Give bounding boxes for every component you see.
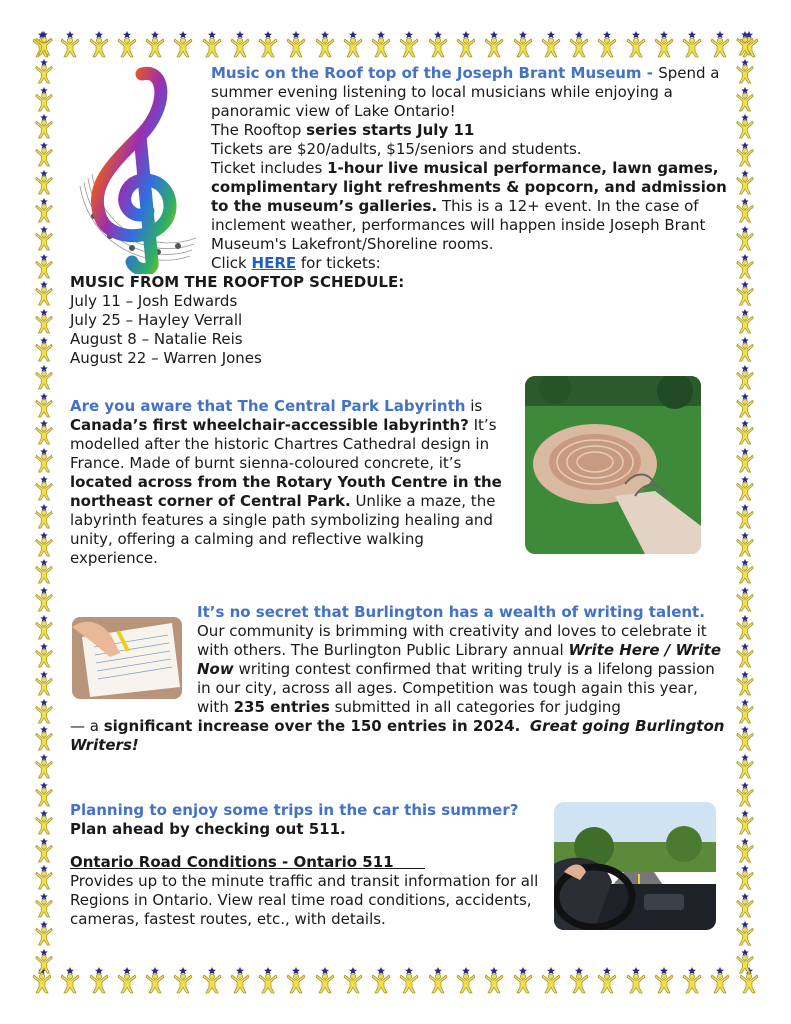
star-person-icon [32, 280, 56, 306]
star-person-icon [733, 392, 757, 418]
star-person-icon [733, 614, 757, 640]
star-person-icon [32, 670, 56, 696]
star-person-icon [511, 966, 535, 994]
star-person-icon [115, 30, 139, 58]
car-dashboard-photo [554, 802, 716, 930]
star-person-icon [733, 447, 757, 473]
schedule-title: MUSIC FROM THE ROOFTOP SCHEDULE: [70, 273, 405, 291]
star-person-icon [32, 614, 56, 640]
star-person-icon [733, 642, 757, 668]
star-person-icon [733, 336, 757, 362]
star-person-icon [733, 86, 757, 112]
star-person-icon [595, 966, 619, 994]
writing-section [197, 603, 732, 717]
star-person-icon [200, 966, 224, 994]
star-person-icon [652, 966, 676, 994]
writing-continued [70, 717, 735, 755]
music-intro: Spend a summer evening listening to local musicians while enjoying a panoramic view of Lake Ontario! [211, 64, 720, 120]
labyrinth-title: Are you aware that The Central Park Labyrinth [70, 397, 466, 415]
schedule [70, 273, 470, 368]
writing-dash: — a [70, 717, 104, 735]
star-person-icon [733, 419, 757, 445]
star-person-icon [733, 809, 757, 835]
star-person-icon [708, 966, 732, 994]
star-person-icon [733, 892, 757, 918]
star-person-icon [624, 30, 648, 58]
star-person-icon [32, 364, 56, 390]
star-person-icon [733, 781, 757, 807]
star-person-icon [32, 920, 56, 946]
writing-increase: significant increase over the 150 entries in 2024. [103, 717, 521, 735]
star-person-icon [482, 966, 506, 994]
includes-suffix: This is a 12+ event. In the case of inclement weather, performances will happen inside Joseph Brant Museum's Lakefront/Shoreline rooms. [211, 197, 706, 253]
tickets-link[interactable]: HERE [251, 254, 297, 272]
roads-body: Provides up to the minute traffic and transit information for all Regions in Ontario. View real time road conditions, accidents, cameras, fastest routes, etc., with details. [70, 872, 539, 928]
star-person-icon [539, 30, 563, 58]
rooftop-start: series starts July 11 [306, 121, 475, 139]
star-person-icon [32, 642, 56, 668]
star-person-icon [58, 30, 82, 58]
contest-name: Write Here / Write Now [197, 641, 721, 678]
schedule-item: August 8 – Natalie Reis [70, 330, 243, 348]
star-person-icon [482, 30, 506, 58]
star-person-icon [708, 30, 732, 58]
star-person-icon [733, 837, 757, 863]
star-person-icon [454, 966, 478, 994]
roads-subtitle: Plan ahead by checking out 511. [70, 820, 346, 838]
star-person-icon [32, 837, 56, 863]
star-person-icon [733, 253, 757, 279]
star-person-icon [143, 30, 167, 58]
star-person-icon [32, 253, 56, 279]
star-person-icon [369, 966, 393, 994]
ticket-prices: Tickets are $20/adults, $15/seniors and students. [211, 140, 582, 158]
star-person-icon [733, 586, 757, 612]
star-person-icon [733, 197, 757, 223]
bottom-border [30, 966, 761, 996]
star-person-icon [32, 392, 56, 418]
star-person-icon [32, 864, 56, 890]
labyrinth-text2: Unlike a maze, the labyrinth features a single path symbolizing healing and unity, offering a calming and reflective walking experience. [70, 492, 496, 567]
star-person-icon [171, 966, 195, 994]
star-person-icon [32, 948, 56, 974]
star-person-icon [87, 30, 111, 58]
star-person-icon [733, 308, 757, 334]
star-person-icon [32, 475, 56, 501]
star-person-icon [426, 966, 450, 994]
star-person-icon [32, 503, 56, 529]
star-person-icon [32, 58, 56, 84]
writing-photo [72, 617, 182, 699]
roads-heading: Ontario Road Conditions - Ontario 511 [70, 853, 394, 871]
star-person-icon [341, 30, 365, 58]
star-person-icon [228, 966, 252, 994]
star-person-icon [426, 30, 450, 58]
top-border [30, 30, 761, 60]
click-suffix: for tickets: [296, 254, 381, 272]
roads-title: Planning to enjoy some trips in the car this summer? [70, 801, 519, 819]
star-person-icon [539, 966, 563, 994]
star-person-icon [32, 781, 56, 807]
star-person-icon [32, 558, 56, 584]
writing-title: It’s no secret that Burlington has a wealth of writing talent. [197, 603, 705, 621]
music-title: Music on the Roof top of the Joseph Brant Museum - [211, 64, 659, 82]
labyrinth-section [70, 397, 510, 568]
includes-prefix: Ticket includes [211, 159, 328, 177]
star-person-icon [733, 58, 757, 84]
star-person-icon [733, 753, 757, 779]
star-person-icon [567, 966, 591, 994]
star-person-icon [733, 30, 757, 56]
star-person-icon [32, 809, 56, 835]
star-person-icon [313, 30, 337, 58]
writing-text2: writing contest confirmed that writing truly is a lifelong passion in our city, across all ages. Competition was tough again this year, with [197, 660, 715, 716]
star-person-icon [32, 586, 56, 612]
star-person-icon [284, 30, 308, 58]
star-person-icon [32, 197, 56, 223]
star-person-icon [58, 966, 82, 994]
star-person-icon [32, 419, 56, 445]
star-person-icon [733, 113, 757, 139]
star-person-icon [733, 531, 757, 557]
star-person-icon [284, 966, 308, 994]
star-person-icon [143, 966, 167, 994]
star-person-icon [313, 966, 337, 994]
star-person-icon [32, 531, 56, 557]
star-person-icon [341, 966, 365, 994]
star-person-icon [115, 966, 139, 994]
star-person-icon [733, 503, 757, 529]
star-person-icon [733, 558, 757, 584]
star-person-icon [32, 30, 56, 56]
star-person-icon [32, 698, 56, 724]
star-person-icon [733, 169, 757, 195]
rooftop-prefix: The Rooftop [211, 121, 307, 139]
star-person-icon [256, 966, 280, 994]
music-section [211, 64, 731, 273]
star-person-icon [369, 30, 393, 58]
star-person-icon [200, 30, 224, 58]
star-person-icon [32, 892, 56, 918]
includes-bold: 1-hour live musical performance, lawn games, complimentary light refreshments & popcorn, and admission to the museum’s galleries. [211, 159, 727, 215]
star-person-icon [733, 725, 757, 751]
click-prefix: Click [211, 254, 252, 272]
star-person-icon [733, 141, 757, 167]
star-person-icon [32, 725, 56, 751]
star-person-icon [511, 30, 535, 58]
star-person-icon [733, 225, 757, 251]
star-person-icon [87, 966, 111, 994]
star-person-icon [733, 670, 757, 696]
labyrinth-photo [525, 376, 701, 554]
star-person-icon [733, 864, 757, 890]
labyrinth-bold1: Canada’s first wheelchair-accessible labyrinth? [70, 416, 469, 434]
star-person-icon [733, 948, 757, 974]
left-border [32, 30, 58, 974]
star-person-icon [733, 475, 757, 501]
star-person-icon [171, 30, 195, 58]
star-person-icon [397, 966, 421, 994]
writing-text3: submitted in all categories for judging [329, 698, 621, 716]
entries-count: 235 entries [233, 698, 330, 716]
schedule-item: July 11 – Josh Edwards [70, 292, 238, 310]
star-person-icon [228, 30, 252, 58]
star-person-icon [32, 169, 56, 195]
star-person-icon [32, 447, 56, 473]
star-person-icon [733, 920, 757, 946]
labyrinth-title-suffix: is [465, 397, 483, 415]
labyrinth-bold2: located across from the Rotary Youth Centre in the northeast corner of Central Park. [70, 473, 502, 510]
right-border [733, 30, 759, 974]
writing-cheer: Great going Burlington Writers! [70, 717, 725, 754]
star-person-icon [733, 280, 757, 306]
star-person-icon [32, 86, 56, 112]
star-person-icon [256, 30, 280, 58]
star-person-icon [733, 364, 757, 390]
star-person-icon [454, 30, 478, 58]
star-person-icon [733, 698, 757, 724]
star-person-icon [680, 966, 704, 994]
star-person-icon [567, 30, 591, 58]
star-person-icon [32, 141, 56, 167]
star-person-icon [595, 30, 619, 58]
star-person-icon [680, 30, 704, 58]
writing-text1: Our community is brimming with creativity and loves to celebrate it with others. The Burlington Public Library annual [197, 622, 707, 659]
schedule-item: July 25 – Hayley Verrall [70, 311, 243, 329]
schedule-item: August 22 – Warren Jones [70, 349, 262, 367]
star-person-icon [32, 113, 56, 139]
star-person-icon [32, 225, 56, 251]
star-person-icon [652, 30, 676, 58]
star-person-icon [32, 308, 56, 334]
labyrinth-text1: It’s modelled after the historic Chartres Cathedral design in France. Made of burnt sienna-coloured concrete, it’s [70, 416, 497, 472]
star-person-icon [32, 753, 56, 779]
roads-section [70, 801, 540, 929]
star-person-icon [624, 966, 648, 994]
star-person-icon [397, 30, 421, 58]
treble-clef-image [70, 66, 198, 274]
star-person-icon [32, 336, 56, 362]
